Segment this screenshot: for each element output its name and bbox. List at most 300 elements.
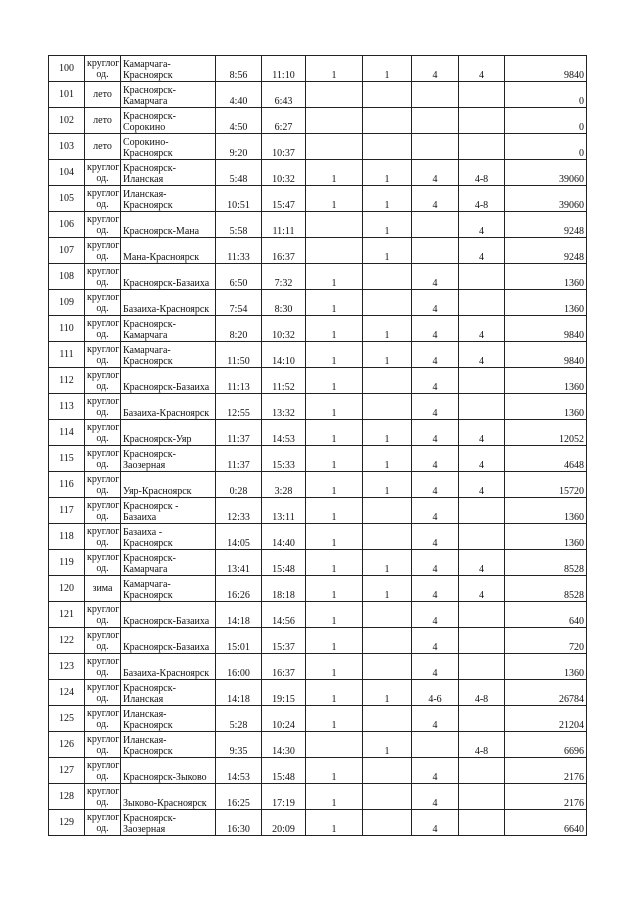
route-name-text: Красноярск: [123, 70, 173, 81]
route-name-text: Красноярск-Базаиха: [123, 382, 210, 393]
schedule-table: [48, 55, 587, 836]
season-text: од.: [96, 354, 109, 366]
count-col-4-cell: [459, 394, 505, 420]
total-cell: 9248: [505, 238, 587, 264]
count-col-3-cell: 4: [412, 420, 459, 446]
season-cell: [85, 160, 121, 186]
season-cell: [85, 654, 121, 680]
season-cell: [85, 524, 121, 550]
arrival-time-cell: 11:52: [262, 368, 306, 394]
departure-time-cell: 9:35: [216, 732, 262, 758]
total-cell: 2176: [505, 784, 587, 810]
table-row: [49, 212, 587, 238]
route-name-text: Иланская-: [123, 189, 167, 200]
table-row: [49, 472, 587, 498]
season-text: лето: [93, 89, 112, 100]
season-text: лето: [93, 115, 112, 126]
route-name-text: Камарчага-: [123, 345, 171, 356]
route-name-text: Базаиха: [123, 512, 157, 523]
arrival-time-cell: 10:24: [262, 706, 306, 732]
route-name-text: Базаиха-Красноярск: [123, 408, 210, 419]
count-col-3-cell: [412, 108, 459, 134]
arrival-time-cell: 13:32: [262, 394, 306, 420]
season-text: круглог: [87, 317, 120, 329]
count-col-4-cell: [459, 784, 505, 810]
table-row: [49, 602, 587, 628]
season-cell: [85, 108, 121, 134]
route-name-cell: [121, 732, 216, 758]
route-name-text: Красноярск-Зыково: [123, 772, 207, 783]
total-cell: 2176: [505, 758, 587, 784]
count-col-4-cell: [459, 628, 505, 654]
departure-time-cell: 12:55: [216, 394, 262, 420]
route-number-cell: 109: [49, 290, 85, 316]
count-col-4-cell: [459, 368, 505, 394]
count-col-2-cell: [363, 628, 412, 654]
count-col-4-cell: 4-8: [459, 186, 505, 212]
route-name-cell: [121, 238, 216, 264]
count-col-3-cell: 4: [412, 550, 459, 576]
route-name-text: Красноярск-Уяр: [123, 434, 192, 445]
count-col-2-cell: 1: [363, 316, 412, 342]
total-cell: 15720: [505, 472, 587, 498]
count-col-3-cell: 4: [412, 290, 459, 316]
arrival-time-cell: 15:48: [262, 758, 306, 784]
route-name-text: [123, 475, 213, 486]
count-col-1-cell: 1: [306, 290, 363, 316]
route-name-cell: [121, 160, 216, 186]
route-name-text: Красноярск: [123, 720, 173, 731]
route-name-text: [123, 371, 213, 382]
route-number-cell: 122: [49, 628, 85, 654]
departure-time-cell: 10:51: [216, 186, 262, 212]
season-text: круглог: [87, 603, 120, 615]
route-name-text: Красноярск: [123, 200, 173, 211]
route-name-text: Иланская-: [123, 709, 167, 720]
departure-time-cell: 4:50: [216, 108, 262, 134]
season-cell: [85, 784, 121, 810]
route-name-text: [123, 397, 213, 408]
route-number-cell: 116: [49, 472, 85, 498]
season-text: круглог: [87, 473, 120, 485]
departure-time-cell: 14:05: [216, 524, 262, 550]
total-cell: 39060: [505, 186, 587, 212]
departure-time-cell: 5:28: [216, 706, 262, 732]
route-name-cell: [121, 446, 216, 472]
route-name-text: [123, 631, 213, 642]
arrival-time-cell: 15:37: [262, 628, 306, 654]
total-cell: 1360: [505, 368, 587, 394]
season-text: од.: [96, 640, 109, 652]
route-name-cell: [121, 498, 216, 524]
departure-time-cell: 14:53: [216, 758, 262, 784]
arrival-time-cell: 10:32: [262, 316, 306, 342]
route-number-cell: 102: [49, 108, 85, 134]
count-col-1-cell: 1: [306, 602, 363, 628]
total-cell: 39060: [505, 160, 587, 186]
season-text: од.: [96, 510, 109, 522]
departure-time-cell: 12:33: [216, 498, 262, 524]
season-text: од.: [96, 692, 109, 704]
route-name-cell: [121, 706, 216, 732]
route-name-cell: [121, 576, 216, 602]
count-col-1-cell: 1: [306, 394, 363, 420]
total-cell: 9840: [505, 56, 587, 82]
season-cell: [85, 706, 121, 732]
route-name-text: [123, 787, 213, 798]
route-name-text: Красноярск: [123, 590, 173, 601]
count-col-3-cell: 4: [412, 264, 459, 290]
season-text: од.: [96, 536, 109, 548]
route-name-text: Красноярск: [123, 148, 173, 159]
departure-time-cell: 9:20: [216, 134, 262, 160]
route-name-text: Красноярск-Мана: [123, 226, 200, 237]
route-number-cell: 123: [49, 654, 85, 680]
count-col-2-cell: 1: [363, 238, 412, 264]
count-col-2-cell: [363, 758, 412, 784]
season-text: од.: [96, 406, 109, 418]
season-text: круглог: [87, 161, 120, 173]
route-name-text: [123, 761, 213, 772]
season-text: круглог: [87, 395, 120, 407]
season-text: лето: [93, 141, 112, 152]
arrival-time-cell: 14:40: [262, 524, 306, 550]
departure-time-cell: 4:40: [216, 82, 262, 108]
count-col-4-cell: [459, 290, 505, 316]
table-row: [49, 420, 587, 446]
count-col-2-cell: 1: [363, 550, 412, 576]
route-name-cell: [121, 212, 216, 238]
route-name-text: [123, 241, 213, 252]
total-cell: 640: [505, 602, 587, 628]
arrival-time-cell: 20:09: [262, 810, 306, 836]
total-cell: 0: [505, 82, 587, 108]
count-col-2-cell: [363, 602, 412, 628]
season-text: круглог: [87, 213, 120, 225]
route-number-cell: 118: [49, 524, 85, 550]
route-name-text: Красноярск-Базаиха: [123, 278, 210, 289]
count-col-1-cell: [306, 238, 363, 264]
count-col-4-cell: 4: [459, 446, 505, 472]
arrival-time-cell: 7:32: [262, 264, 306, 290]
route-name-cell: [121, 264, 216, 290]
route-name-text: Красноярск -: [123, 501, 179, 512]
arrival-time-cell: 18:18: [262, 576, 306, 602]
departure-time-cell: 8:20: [216, 316, 262, 342]
count-col-3-cell: 4: [412, 186, 459, 212]
season-cell: [85, 186, 121, 212]
count-col-1-cell: [306, 82, 363, 108]
count-col-4-cell: [459, 810, 505, 836]
route-number-cell: 121: [49, 602, 85, 628]
count-col-1-cell: [306, 212, 363, 238]
arrival-time-cell: 8:30: [262, 290, 306, 316]
route-name-text: Базаиха-Красноярск: [123, 668, 210, 679]
route-name-text: Красноярск-: [123, 111, 176, 122]
route-name-text: Красноярск-: [123, 449, 176, 460]
count-col-2-cell: 1: [363, 680, 412, 706]
season-cell: [85, 290, 121, 316]
season-text: од.: [96, 198, 109, 210]
route-number-cell: 114: [49, 420, 85, 446]
route-name-cell: [121, 368, 216, 394]
departure-time-cell: 16:25: [216, 784, 262, 810]
table-row: [49, 290, 587, 316]
count-col-2-cell: 1: [363, 732, 412, 758]
count-col-1-cell: 1: [306, 784, 363, 810]
season-text: круглог: [87, 447, 120, 459]
table-row: [49, 342, 587, 368]
route-name-cell: [121, 342, 216, 368]
count-col-3-cell: [412, 82, 459, 108]
season-cell: [85, 420, 121, 446]
season-text: од.: [96, 770, 109, 782]
departure-time-cell: 11:37: [216, 446, 262, 472]
count-col-3-cell: 4: [412, 602, 459, 628]
count-col-1-cell: 1: [306, 342, 363, 368]
route-number-cell: 117: [49, 498, 85, 524]
route-number-cell: 110: [49, 316, 85, 342]
season-cell: [85, 472, 121, 498]
count-col-4-cell: 4: [459, 238, 505, 264]
season-cell: [85, 394, 121, 420]
count-col-2-cell: 1: [363, 420, 412, 446]
departure-time-cell: 0:28: [216, 472, 262, 498]
season-cell: [85, 238, 121, 264]
route-name-text: Камарчага: [123, 96, 168, 107]
count-col-1-cell: [306, 134, 363, 160]
season-text: круглог: [87, 291, 120, 303]
count-col-1-cell: 1: [306, 576, 363, 602]
count-col-1-cell: 1: [306, 160, 363, 186]
total-cell: 4648: [505, 446, 587, 472]
season-text: круглог: [87, 681, 120, 693]
route-name-cell: [121, 134, 216, 160]
season-cell: [85, 82, 121, 108]
departure-time-cell: 11:37: [216, 420, 262, 446]
route-name-cell: [121, 784, 216, 810]
season-text: од.: [96, 276, 109, 288]
count-col-3-cell: 4: [412, 706, 459, 732]
route-name-text: Красноярск-Базаиха: [123, 642, 210, 653]
arrival-time-cell: 15:33: [262, 446, 306, 472]
departure-time-cell: 8:56: [216, 56, 262, 82]
count-col-2-cell: 1: [363, 576, 412, 602]
route-number-cell: 101: [49, 82, 85, 108]
route-number-cell: 105: [49, 186, 85, 212]
count-col-2-cell: [363, 108, 412, 134]
arrival-time-cell: 6:43: [262, 82, 306, 108]
arrival-time-cell: 15:47: [262, 186, 306, 212]
count-col-2-cell: [363, 810, 412, 836]
season-text: круглог: [87, 811, 120, 823]
route-name-cell: [121, 394, 216, 420]
route-name-cell: [121, 290, 216, 316]
route-name-text: Заозерная: [123, 824, 166, 835]
count-col-1-cell: 1: [306, 186, 363, 212]
count-col-1-cell: 1: [306, 654, 363, 680]
count-col-1-cell: 1: [306, 498, 363, 524]
count-col-2-cell: 1: [363, 56, 412, 82]
count-col-4-cell: 4: [459, 472, 505, 498]
count-col-1-cell: 1: [306, 628, 363, 654]
season-text: од.: [96, 432, 109, 444]
table-row: [49, 316, 587, 342]
route-name-text: Базаиха-Красноярск: [123, 304, 210, 315]
count-col-4-cell: [459, 654, 505, 680]
season-text: круглог: [87, 265, 120, 277]
total-cell: 0: [505, 108, 587, 134]
count-col-1-cell: [306, 732, 363, 758]
arrival-time-cell: 14:53: [262, 420, 306, 446]
route-name-text: Уяр-Красноярск: [123, 486, 192, 497]
table-row: [49, 82, 587, 108]
count-col-2-cell: [363, 784, 412, 810]
route-name-cell: [121, 628, 216, 654]
route-name-text: Красноярск-: [123, 813, 176, 824]
arrival-time-cell: 3:28: [262, 472, 306, 498]
route-name-text: Красноярск-: [123, 85, 176, 96]
route-name-text: Камарчага: [123, 330, 168, 341]
route-number-cell: 129: [49, 810, 85, 836]
route-number-cell: 108: [49, 264, 85, 290]
arrival-time-cell: 11:11: [262, 212, 306, 238]
count-col-3-cell: 4: [412, 446, 459, 472]
arrival-time-cell: 16:37: [262, 238, 306, 264]
season-text: зима: [92, 583, 113, 594]
route-name-cell: [121, 680, 216, 706]
total-cell: 1360: [505, 264, 587, 290]
count-col-2-cell: [363, 134, 412, 160]
count-col-4-cell: [459, 498, 505, 524]
season-text: од.: [96, 744, 109, 756]
count-col-1-cell: 1: [306, 316, 363, 342]
count-col-3-cell: 4: [412, 160, 459, 186]
count-col-2-cell: [363, 290, 412, 316]
table-row: [49, 186, 587, 212]
arrival-time-cell: 13:11: [262, 498, 306, 524]
count-col-2-cell: [363, 706, 412, 732]
table-row: [49, 160, 587, 186]
season-cell: [85, 680, 121, 706]
route-name-text: Иланская: [123, 174, 164, 185]
season-text: круглог: [87, 629, 120, 641]
total-cell: 720: [505, 628, 587, 654]
count-col-3-cell: 4: [412, 368, 459, 394]
count-col-1-cell: 1: [306, 524, 363, 550]
route-name-text: Красноярск: [123, 356, 173, 367]
count-col-2-cell: 1: [363, 342, 412, 368]
route-name-text: Красноярск: [123, 746, 173, 757]
table-row: [49, 706, 587, 732]
schedule-rows: [49, 56, 587, 836]
route-name-cell: [121, 82, 216, 108]
count-col-2-cell: 1: [363, 472, 412, 498]
season-text: од.: [96, 458, 109, 470]
count-col-4-cell: [459, 108, 505, 134]
season-text: од.: [96, 250, 109, 262]
season-text: круглог: [87, 733, 120, 745]
table-row: [49, 576, 587, 602]
season-text: од.: [96, 822, 109, 834]
route-number-cell: 104: [49, 160, 85, 186]
arrival-time-cell: 14:10: [262, 342, 306, 368]
count-col-3-cell: 4: [412, 498, 459, 524]
season-text: круглог: [87, 239, 120, 251]
route-number-cell: 103: [49, 134, 85, 160]
count-col-3-cell: [412, 134, 459, 160]
count-col-3-cell: 4: [412, 56, 459, 82]
count-col-4-cell: 4: [459, 576, 505, 602]
table-row: [49, 784, 587, 810]
total-cell: 0: [505, 134, 587, 160]
count-col-2-cell: [363, 264, 412, 290]
table-row: [49, 524, 587, 550]
departure-time-cell: 7:54: [216, 290, 262, 316]
route-name-text: [123, 215, 213, 226]
table-row: [49, 394, 587, 420]
count-col-1-cell: 1: [306, 472, 363, 498]
count-col-1-cell: 1: [306, 446, 363, 472]
route-name-cell: [121, 654, 216, 680]
season-text: од.: [96, 302, 109, 314]
season-text: круглог: [87, 421, 120, 433]
season-cell: [85, 550, 121, 576]
season-cell: [85, 446, 121, 472]
route-name-text: Сорокино-: [123, 137, 169, 148]
arrival-time-cell: 19:15: [262, 680, 306, 706]
count-col-2-cell: [363, 368, 412, 394]
departure-time-cell: 5:58: [216, 212, 262, 238]
season-text: круглог: [87, 551, 120, 563]
count-col-3-cell: 4: [412, 758, 459, 784]
count-col-2-cell: 1: [363, 446, 412, 472]
count-col-3-cell: [412, 212, 459, 238]
route-number-cell: 112: [49, 368, 85, 394]
count-col-3-cell: 4: [412, 576, 459, 602]
count-col-3-cell: 4: [412, 628, 459, 654]
route-name-text: Камарчага-: [123, 59, 171, 70]
route-number-cell: 107: [49, 238, 85, 264]
route-name-text: Иланская: [123, 694, 164, 705]
season-text: круглог: [87, 707, 120, 719]
total-cell: 8528: [505, 550, 587, 576]
route-name-cell: [121, 524, 216, 550]
route-name-cell: [121, 108, 216, 134]
route-number-cell: 113: [49, 394, 85, 420]
season-cell: [85, 368, 121, 394]
season-text: од.: [96, 380, 109, 392]
count-col-1-cell: 1: [306, 706, 363, 732]
total-cell: 1360: [505, 290, 587, 316]
departure-time-cell: 11:50: [216, 342, 262, 368]
table-row: [49, 758, 587, 784]
route-name-text: [123, 605, 213, 616]
season-text: од.: [96, 614, 109, 626]
table-row: [49, 56, 587, 82]
count-col-1-cell: 1: [306, 810, 363, 836]
route-name-cell: [121, 316, 216, 342]
count-col-3-cell: 4: [412, 342, 459, 368]
route-name-text: Заозерная: [123, 460, 166, 471]
season-cell: [85, 264, 121, 290]
table-row: [49, 446, 587, 472]
departure-time-cell: 16:26: [216, 576, 262, 602]
count-col-1-cell: 1: [306, 420, 363, 446]
count-col-4-cell: [459, 602, 505, 628]
season-text: круглог: [87, 785, 120, 797]
season-text: круглог: [87, 369, 120, 381]
